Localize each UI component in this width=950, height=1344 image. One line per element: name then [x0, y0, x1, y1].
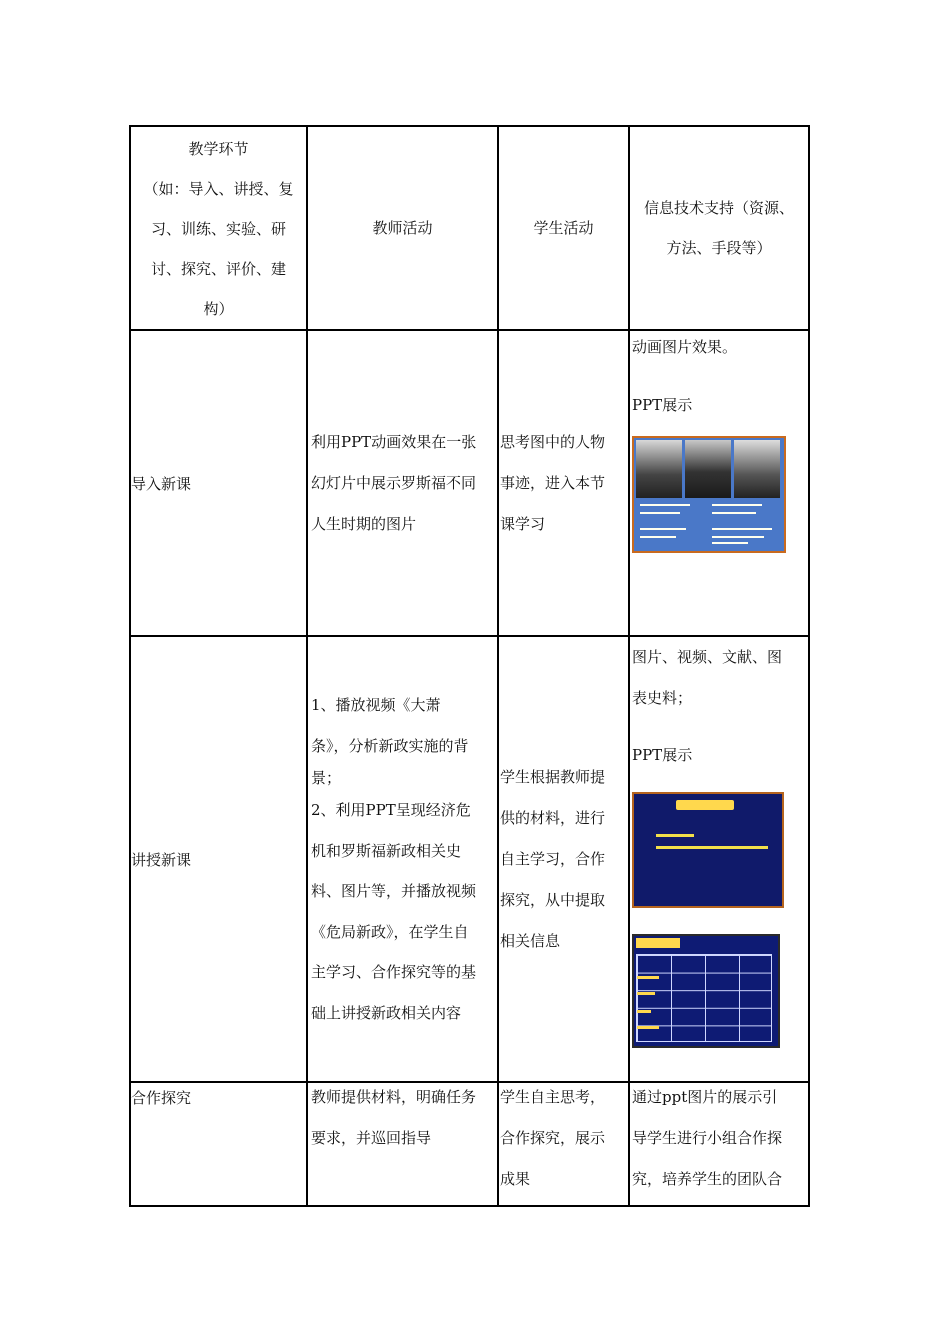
lesson-plan-table [129, 125, 810, 1207]
student-cell [498, 636, 629, 1082]
stage-cell: 讲授新课 [130, 636, 307, 1082]
teacher-line: 料、图片等，并播放视频 [311, 882, 477, 900]
teacher-line: 教师提供材料，明确任务 [311, 1088, 477, 1106]
teacher-line: 利用PPT动画效果在一张 [311, 432, 477, 451]
student-line: 成果 [500, 1170, 531, 1188]
table-row [130, 1082, 809, 1206]
teacher-line: 机和罗斯福新政相关史 [311, 841, 462, 860]
support-line: 究，培养学生的团队合 [632, 1170, 783, 1188]
roosevelt-slide-thumbnail [632, 436, 786, 553]
teacher-line: 条》，分析新政实施的背 [311, 736, 469, 755]
table-row [130, 330, 809, 636]
teacher-line: 础上讲授新政相关内容 [311, 1003, 462, 1022]
student-line: 合作探究，展示 [500, 1129, 606, 1147]
support-line: 表史料； [632, 689, 693, 707]
teacher-line: 《危局新政》，在学生自 [311, 922, 469, 941]
support-line: 导学生进行小组合作探 [632, 1129, 783, 1147]
crisis-slide-thumbnail [632, 792, 784, 908]
header-teacher: 教师活动 [307, 126, 498, 330]
teacher-line: 幻灯片中展示罗斯福不同 [311, 473, 477, 492]
teacher-line: 2、利用PPT呈现经济危 [311, 801, 471, 819]
support-line: 动画图片效果。 [632, 338, 738, 356]
teacher-line: 景； [311, 769, 342, 787]
support-cell [629, 1082, 809, 1206]
support-line: 通过ppt图片的展示引 [632, 1088, 778, 1106]
student-line: 课学习 [500, 514, 546, 533]
teacher-line: 主学习、合作探究等的基 [311, 963, 477, 981]
header-support-line: 信息技术支持（资源、 [643, 199, 794, 217]
teacher-line: 人生时期的图片 [311, 514, 417, 533]
header-stage-line: 构） [203, 300, 234, 318]
header-row [130, 126, 809, 330]
student-line: 学生自主思考， [500, 1088, 606, 1106]
student-line: 自主学习，合作 [500, 849, 606, 868]
support-line: PPT展示 [632, 396, 693, 414]
header-support [629, 126, 809, 330]
teacher-cell [307, 636, 498, 1082]
stage-cell [130, 1082, 307, 1206]
study-table-slide-thumbnail [632, 934, 780, 1048]
header-stage-line: 教学环节 [188, 140, 249, 158]
header-stage-line: （如：导入、讲授、复 [143, 180, 294, 198]
table-row [130, 636, 809, 1082]
stage-cell: 导入新课 [130, 330, 307, 636]
student-cell [498, 330, 629, 636]
support-line: 图片、视频、文献、图 [632, 648, 783, 666]
stage-label: 合作探究 [131, 1089, 192, 1107]
teacher-cell [307, 1082, 498, 1206]
header-student: 学生活动 [498, 126, 629, 330]
header-stage [130, 126, 307, 330]
teacher-cell [307, 330, 498, 636]
student-line: 事迹，进入本节 [500, 473, 606, 492]
student-line: 学生根据教师提 [500, 767, 606, 786]
support-cell [629, 330, 809, 636]
student-cell [498, 1082, 629, 1206]
teacher-line: 要求，并巡回指导 [311, 1129, 432, 1147]
header-stage-line: 习、训练、实验、研 [150, 220, 286, 238]
header-stage-line: 讨、探究、评价、建 [150, 260, 286, 278]
header-support-line: 方法、手段等） [666, 239, 772, 257]
teacher-line: 1、播放视频《大萧 [311, 696, 441, 714]
student-line: 供的材料，进行 [500, 808, 606, 827]
student-line: 探究，从中提取 [500, 890, 606, 909]
support-line: PPT展示 [632, 746, 693, 764]
student-line: 相关信息 [500, 931, 561, 950]
student-line: 思考图中的人物 [500, 432, 606, 451]
support-cell [629, 636, 809, 1082]
